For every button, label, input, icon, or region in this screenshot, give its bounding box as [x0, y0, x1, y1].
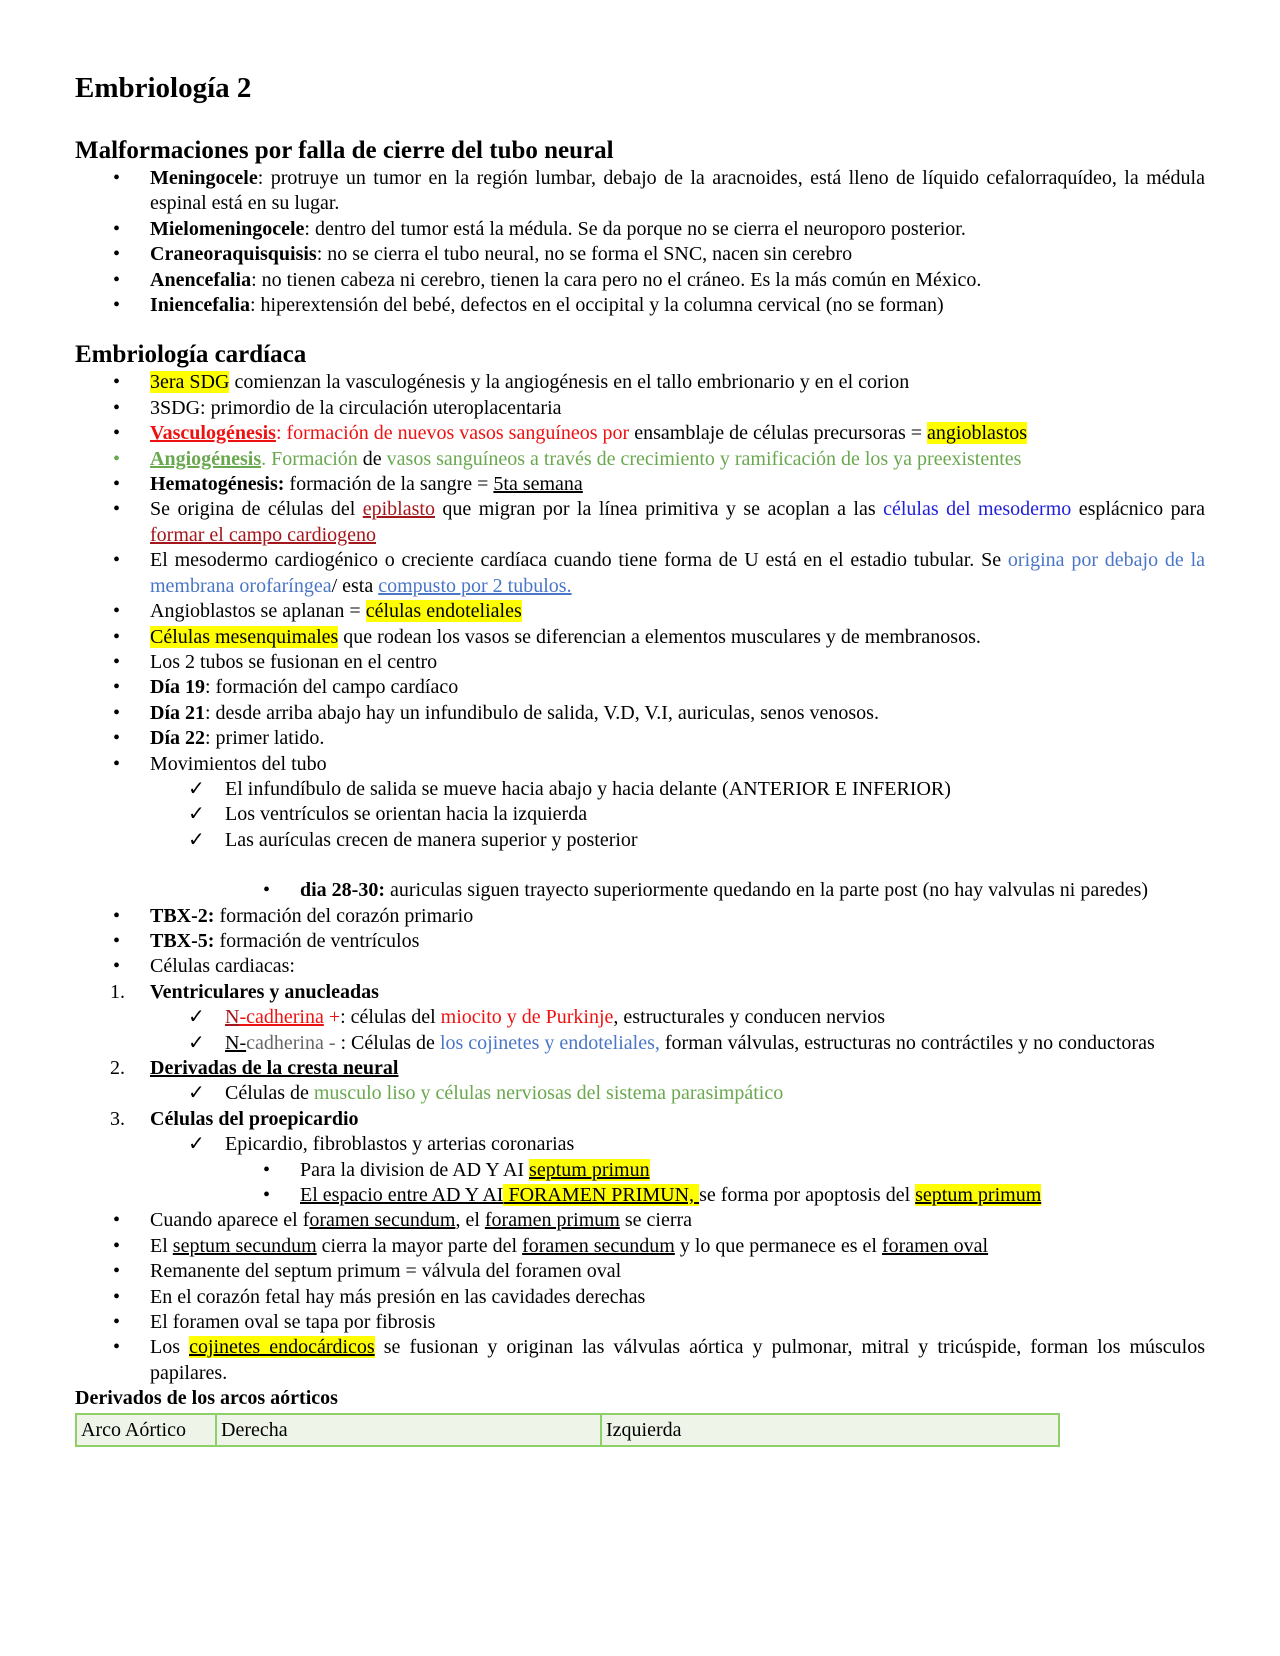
check-item: ✓ Las aurículas crecen de manera superior y posterior — [75, 828, 1205, 853]
list-item: • Los cojinetes endocárdicos se fusionan y originan las válvulas aórtica y pulmonar, mitral y tricúspide, forman los músculos papilares. — [113, 1336, 1206, 1384]
list-item: • Anencefalia: no tienen cabeza ni cerebro, tienen la cara pero no el cráneo. Es la más común en México. — [113, 268, 982, 291]
table-row — [76, 1414, 1059, 1446]
table-header-cell: Izquierda — [601, 1414, 1059, 1446]
cardiac-list — [75, 370, 1205, 1386]
document-page — [75, 70, 1205, 1447]
check-icon: ✓ — [188, 828, 205, 851]
check-icon: ✓ — [188, 1006, 205, 1029]
document-title: Embriología 2 — [75, 72, 252, 104]
list-item: • El mesodermo cardiogénico o creciente cardíaca cuando tiene forma de U está en el estadio tubular. Se origina por debajo de la membrana orofaríngea/ esta compusto por 2 tubulos. — [113, 549, 1206, 597]
list-item: • Movimientos del tubo — [113, 752, 327, 775]
list-item: • Se origina de células del epiblasto que migran por la línea primitiva y se acoplan a las células del mesodermo esplácnico para formar el campo cardiogeno — [113, 498, 1205, 546]
check-item: ✓ N-cadherina +: células del miocito y de Purkinje, estructurales y conducen nervios — [75, 1005, 1205, 1030]
list-item: • Día 22: primer latido. — [113, 727, 325, 750]
list-item: • Craneoraquisquisis: no se cierra el tubo neural, no se forma el SNC, nacen sin cerebro — [113, 243, 853, 266]
list-item: • El septum secundum cierra la mayor parte del foramen secundum y lo que permanece es el foramen oval — [113, 1234, 989, 1257]
check-icon: ✓ — [188, 1031, 205, 1054]
check-item: ✓ Epicardio, fibroblastos y arterias coronarias — [75, 1132, 1205, 1157]
check-icon: ✓ — [188, 777, 205, 800]
list-item: • Meningocele: protruye un tumor en la región lumbar, debajo de la aracnoides, está lleno de líquido cefalorraquídeo, la médula espinal está en su lugar. — [113, 167, 1205, 215]
section-heading: Embriología cardíaca — [75, 341, 307, 369]
sub-item: • Para la division de AD Y AI septum primun — [263, 1158, 650, 1181]
list-item: • Células mesenquimales que rodean los vasos se diferencian a elementos musculares y de membranosos. — [113, 625, 981, 648]
list-item: • Remanente del septum primum = válvula del foramen oval — [113, 1260, 622, 1283]
check-item: ✓ El infundíbulo de salida se mueve hacia abajo y hacia delante (ANTERIOR E INFERIOR) — [75, 777, 1205, 802]
list-item: • TBX-2: formación del corazón primario — [113, 904, 474, 927]
list-item: • TBX-5: formación de ventrículos — [113, 929, 420, 952]
list-item: • Cuando aparece el foramen secundum, el foramen primum se cierra — [113, 1209, 693, 1232]
check-icon: ✓ — [188, 1082, 205, 1105]
numbered-item: 3. Células del proepicardio — [110, 1107, 359, 1130]
list-item: • Los 2 tubos se fusionan en el centro — [113, 650, 438, 673]
neural-tube-list — [75, 166, 1205, 318]
check-icon: ✓ — [188, 1133, 205, 1156]
sub-item: • El espacio entre AD Y AI FORAMEN PRIMUN, se forma por apoptosis del septum primum — [263, 1184, 1042, 1207]
check-item: ✓ Células de musculo liso y células nerviosas del sistema parasimpático — [75, 1081, 1205, 1106]
list-item: • Día 19: formación del campo cardíaco — [113, 676, 459, 699]
list-item: • Células cardiacas: — [113, 955, 295, 978]
sub-item: • dia 28-30: auriculas siguen trayecto superiormente quedando en la parte post (no hay valvulas ni paredes) — [263, 879, 1149, 902]
numbered-item: 2. Derivadas de la cresta neural — [110, 1057, 399, 1079]
list-item: • En el corazón fetal hay más presión en las cavidades derechas — [113, 1285, 646, 1308]
list-item: • 3era SDG comienzan la vasculogénesis y la angiogénesis en el tallo embrionario y en el corion — [113, 371, 910, 394]
list-item: • Vasculogénesis: formación de nuevos vasos sanguíneos por ensamblaje de células precursoras = angioblastos — [113, 422, 1028, 445]
table-header-cell: Arco Aórtico — [76, 1414, 216, 1446]
list-item: • Angioblastos se aplanan = células endoteliales — [113, 600, 522, 623]
list-item: • Mielomeningocele: dentro del tumor está la médula. Se da porque no se cierra el neuroporo posterior. — [113, 217, 966, 240]
list-item: • Día 21: desde arriba abajo hay un infundibulo de salida, V.D, V.I, auriculas, senos venosos. — [113, 701, 879, 724]
list-item: • Iniencefalia: hiperextensión del bebé, defectos en el occipital y la columna cervical (no se forman) — [113, 294, 944, 317]
check-item: ✓ N-cadherina - : Células de los cojinetes y endoteliales, forman válvulas, estructuras no contráctiles y no conductoras — [75, 1031, 1205, 1056]
section-heading: Malformaciones por falla de cierre del tubo neural — [75, 137, 614, 164]
check-icon: ✓ — [188, 803, 205, 826]
list-item: • Angiogénesis. Formación de vasos sanguíneos a través de crecimiento y ramificación de los ya preexistentes — [113, 447, 1022, 470]
list-item: • El foramen oval se tapa por fibrosis — [113, 1311, 436, 1334]
aortic-arches-table — [75, 1413, 1060, 1447]
numbered-item: 1. Ventriculares y anucleadas — [110, 980, 379, 1003]
table-header-cell: Derecha — [216, 1414, 601, 1446]
check-item: ✓ Los ventrículos se orientan hacia la izquierda — [75, 802, 1205, 827]
list-item: • 3SDG: primordio de la circulación uteroplacentaria — [113, 396, 562, 419]
section-heading: Derivados de los arcos aórticos — [75, 1387, 338, 1410]
list-item: • Hematogénesis: formación de la sangre = 5ta semana — [113, 473, 583, 496]
